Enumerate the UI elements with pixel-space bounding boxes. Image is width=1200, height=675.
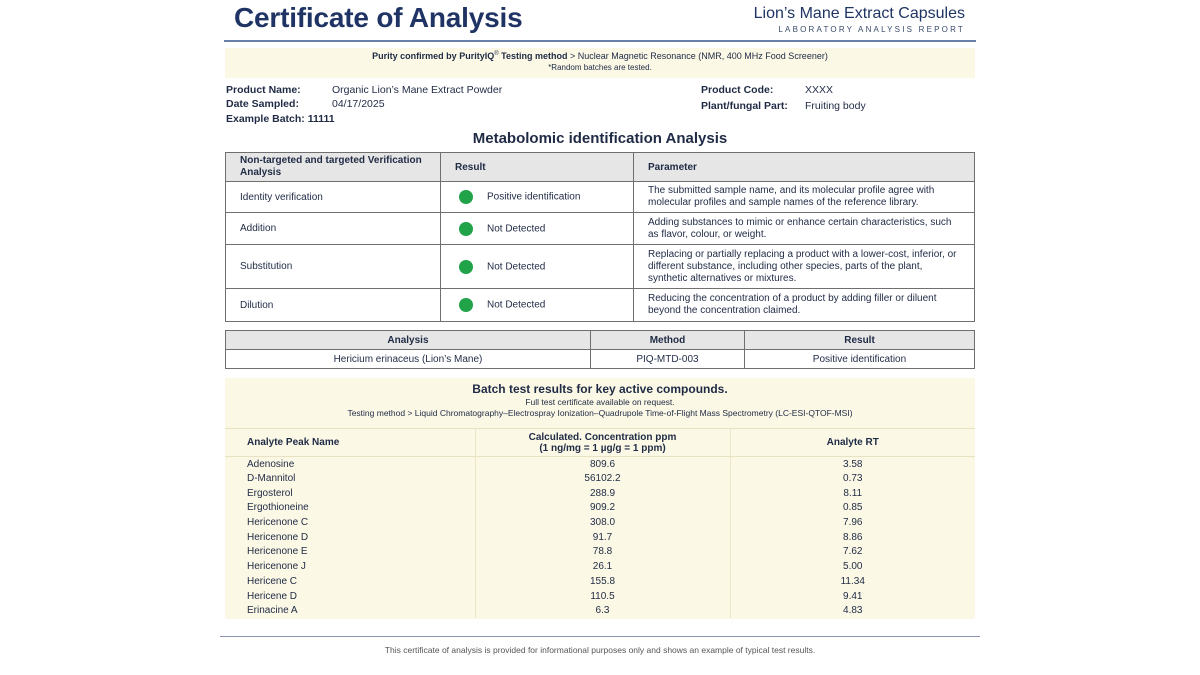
result-cell: Positive identification bbox=[745, 350, 975, 369]
batch-method: Testing method > Liquid Chromatography–Electrospray Ionization–Quadrupole Time-of-Flight Mass Spectrometry (LC-ESI-QTOF-MSI) bbox=[347, 408, 853, 418]
species-cell: Hericium erinaceus (Lion’s Mane) bbox=[226, 350, 591, 369]
analysis-cell: Addition bbox=[226, 213, 441, 245]
example-batch: Example Batch: 11111 bbox=[226, 113, 335, 125]
retention-time-cell: 7.62 bbox=[843, 546, 863, 558]
result-cell bbox=[441, 245, 634, 289]
analyte-name-cell: Hericenone D bbox=[225, 530, 475, 545]
result-text: Not Detected bbox=[487, 299, 546, 311]
analyte-name-cell: Hericene D bbox=[225, 589, 475, 604]
col-header-analyte: Analyte Peak Name bbox=[225, 429, 475, 457]
col-header-method: Method bbox=[590, 331, 744, 350]
col-header-concentration bbox=[475, 429, 730, 457]
analyte-name-cell: D-Mannitol bbox=[225, 471, 475, 486]
retention-time-cell: 4.83 bbox=[843, 605, 863, 617]
concentration-cell: 56102.2 bbox=[475, 471, 730, 486]
parameter-cell: Replacing or partially replacing a product with a lower-cost, inferior, or different substance, including other species, parts of the plant, synthetic alternatives or mixtures. bbox=[634, 245, 975, 289]
plant-part-value: Fruiting body bbox=[805, 100, 866, 112]
table-row bbox=[225, 545, 975, 560]
table-row bbox=[226, 213, 975, 245]
concentration-header-line1: Calculated. Concentration ppm bbox=[528, 431, 677, 443]
method-detail: > Nuclear Magnetic Resonance (NMR, 400 MHz Food Screener) bbox=[567, 51, 828, 61]
footer-divider bbox=[220, 636, 980, 637]
purity-confirmed: Purity confirmed by PurityIQ bbox=[372, 51, 495, 61]
concentration-header-line2: (1 ng/mg = 1 µg/g = 1 ppm) bbox=[539, 442, 666, 454]
footer-disclaimer: This certificate of analysis is provided for informational purposes only and shows an example of typical test results. bbox=[384, 645, 816, 655]
random-batch-note: *Random batches are tested. bbox=[548, 63, 652, 72]
col-header-result: Result bbox=[745, 331, 975, 350]
col-header-rt: Analyte RT bbox=[730, 429, 975, 457]
concentration-cell: 308.0 bbox=[475, 515, 730, 530]
table-row bbox=[226, 289, 975, 322]
batch-subtitle: Full test certificate available on request. bbox=[525, 397, 675, 407]
verification-table bbox=[225, 152, 975, 322]
result-text: Not Detected bbox=[487, 261, 546, 273]
retention-time-cell: 5.00 bbox=[843, 561, 863, 573]
status-dot-icon bbox=[459, 190, 473, 204]
analyte-name-cell: Hericenone E bbox=[225, 545, 475, 560]
compound-table bbox=[225, 428, 975, 618]
result-text: Not Detected bbox=[487, 223, 546, 235]
analyte-name-cell: Hericenone J bbox=[225, 559, 475, 574]
concentration-cell: 155.8 bbox=[475, 574, 730, 589]
col-header-analysis: Analysis bbox=[226, 331, 591, 350]
identification-table bbox=[225, 330, 975, 369]
retention-time-cell: 0.73 bbox=[843, 473, 863, 485]
product-heading: Lion’s Mane Extract Capsules bbox=[753, 5, 965, 22]
report-type: LABORATORY ANALYSIS REPORT bbox=[778, 25, 965, 34]
table-row bbox=[225, 603, 975, 618]
parameter-cell: Adding substances to mimic or enhance certain characteristics, such as flavor, colour, or weight. bbox=[634, 213, 975, 245]
retention-time-cell: 0.85 bbox=[843, 502, 863, 514]
table-row bbox=[225, 589, 975, 604]
result-cell bbox=[441, 289, 634, 322]
status-dot-icon bbox=[459, 260, 473, 274]
analyte-name-cell: Hericene C bbox=[225, 574, 475, 589]
concentration-cell: 110.5 bbox=[475, 589, 730, 604]
retention-time-cell: 3.58 bbox=[843, 458, 863, 470]
batch-title: Batch test results for key active compounds. bbox=[472, 382, 728, 396]
analysis-cell: Substitution bbox=[226, 245, 441, 289]
analyte-name-cell: Ergothioneine bbox=[225, 501, 475, 516]
concentration-cell: 809.6 bbox=[475, 457, 730, 472]
compound-table-body bbox=[225, 457, 975, 619]
concentration-cell: 288.9 bbox=[475, 486, 730, 501]
purity-line bbox=[225, 51, 975, 61]
concentration-cell: 6.3 bbox=[475, 603, 730, 618]
result-cell bbox=[441, 182, 634, 213]
product-name-value: Organic Lion’s Mane Extract Powder bbox=[332, 84, 503, 96]
status-dot-icon bbox=[459, 222, 473, 236]
table-row bbox=[225, 457, 975, 472]
table-row bbox=[225, 486, 975, 501]
date-sampled-value: 04/17/2025 bbox=[332, 98, 385, 110]
trademark-symbol: ® bbox=[494, 51, 499, 57]
batch-results-section bbox=[225, 378, 975, 619]
analyte-name-cell: Hericenone C bbox=[225, 515, 475, 530]
table-row bbox=[226, 350, 975, 369]
table-row bbox=[225, 471, 975, 486]
parameter-cell: Reducing the concentration of a product by adding filler or diluent beyond the concentration claimed. bbox=[634, 289, 975, 322]
batch-header bbox=[225, 382, 975, 418]
retention-time-cell: 9.41 bbox=[843, 590, 863, 602]
product-name-label: Product Name: bbox=[226, 84, 301, 96]
table-row bbox=[226, 182, 975, 213]
result-cell bbox=[441, 213, 634, 245]
metabolomic-title: Metabolomic identification Analysis bbox=[472, 130, 728, 147]
table-row bbox=[226, 245, 975, 289]
product-code-label: Product Code: bbox=[701, 84, 774, 96]
analyte-name-cell: Adenosine bbox=[225, 457, 475, 472]
result-text: Positive identification bbox=[487, 191, 581, 203]
concentration-cell: 78.8 bbox=[475, 545, 730, 560]
analyte-name-cell: Erinacine A bbox=[225, 603, 475, 618]
date-sampled-label: Date Sampled: bbox=[226, 98, 299, 110]
concentration-cell: 91.7 bbox=[475, 530, 730, 545]
plant-part-label: Plant/fungal Part: bbox=[701, 100, 788, 112]
product-code-value: XXXX bbox=[805, 84, 834, 96]
parameter-cell: The submitted sample name, and its molecular profile agree with molecular profiles and sample names of the reference library. bbox=[634, 182, 975, 213]
identification-header-row bbox=[226, 331, 975, 350]
analyte-name-cell: Ergosterol bbox=[225, 486, 475, 501]
table-row bbox=[225, 530, 975, 545]
verification-header-row bbox=[226, 153, 975, 182]
table-row bbox=[225, 574, 975, 589]
retention-time-cell: 8.11 bbox=[843, 487, 863, 499]
table-row bbox=[225, 515, 975, 530]
col-header-result: Result bbox=[441, 153, 634, 182]
purity-banner bbox=[225, 48, 975, 78]
retention-time-cell: 8.86 bbox=[843, 531, 863, 543]
col-header-parameter: Parameter bbox=[634, 153, 975, 182]
method-cell: PIQ-MTD-003 bbox=[590, 350, 744, 369]
concentration-cell: 26.1 bbox=[475, 559, 730, 574]
header-divider bbox=[224, 40, 976, 42]
table-row bbox=[225, 501, 975, 516]
table-row bbox=[225, 559, 975, 574]
compound-header-row bbox=[225, 429, 975, 457]
analysis-cell: Identity verification bbox=[226, 182, 441, 213]
col-header-analysis: Non-targeted and targeted Verification Analysis bbox=[226, 153, 441, 182]
retention-time-cell: 11.34 bbox=[840, 575, 865, 587]
testing-method-label: Testing method bbox=[498, 51, 568, 61]
concentration-cell: 909.2 bbox=[475, 501, 730, 516]
retention-time-cell: 7.96 bbox=[843, 517, 863, 529]
analysis-cell: Dilution bbox=[226, 289, 441, 322]
page-title: Certificate of Analysis bbox=[234, 2, 523, 33]
status-dot-icon bbox=[459, 298, 473, 312]
